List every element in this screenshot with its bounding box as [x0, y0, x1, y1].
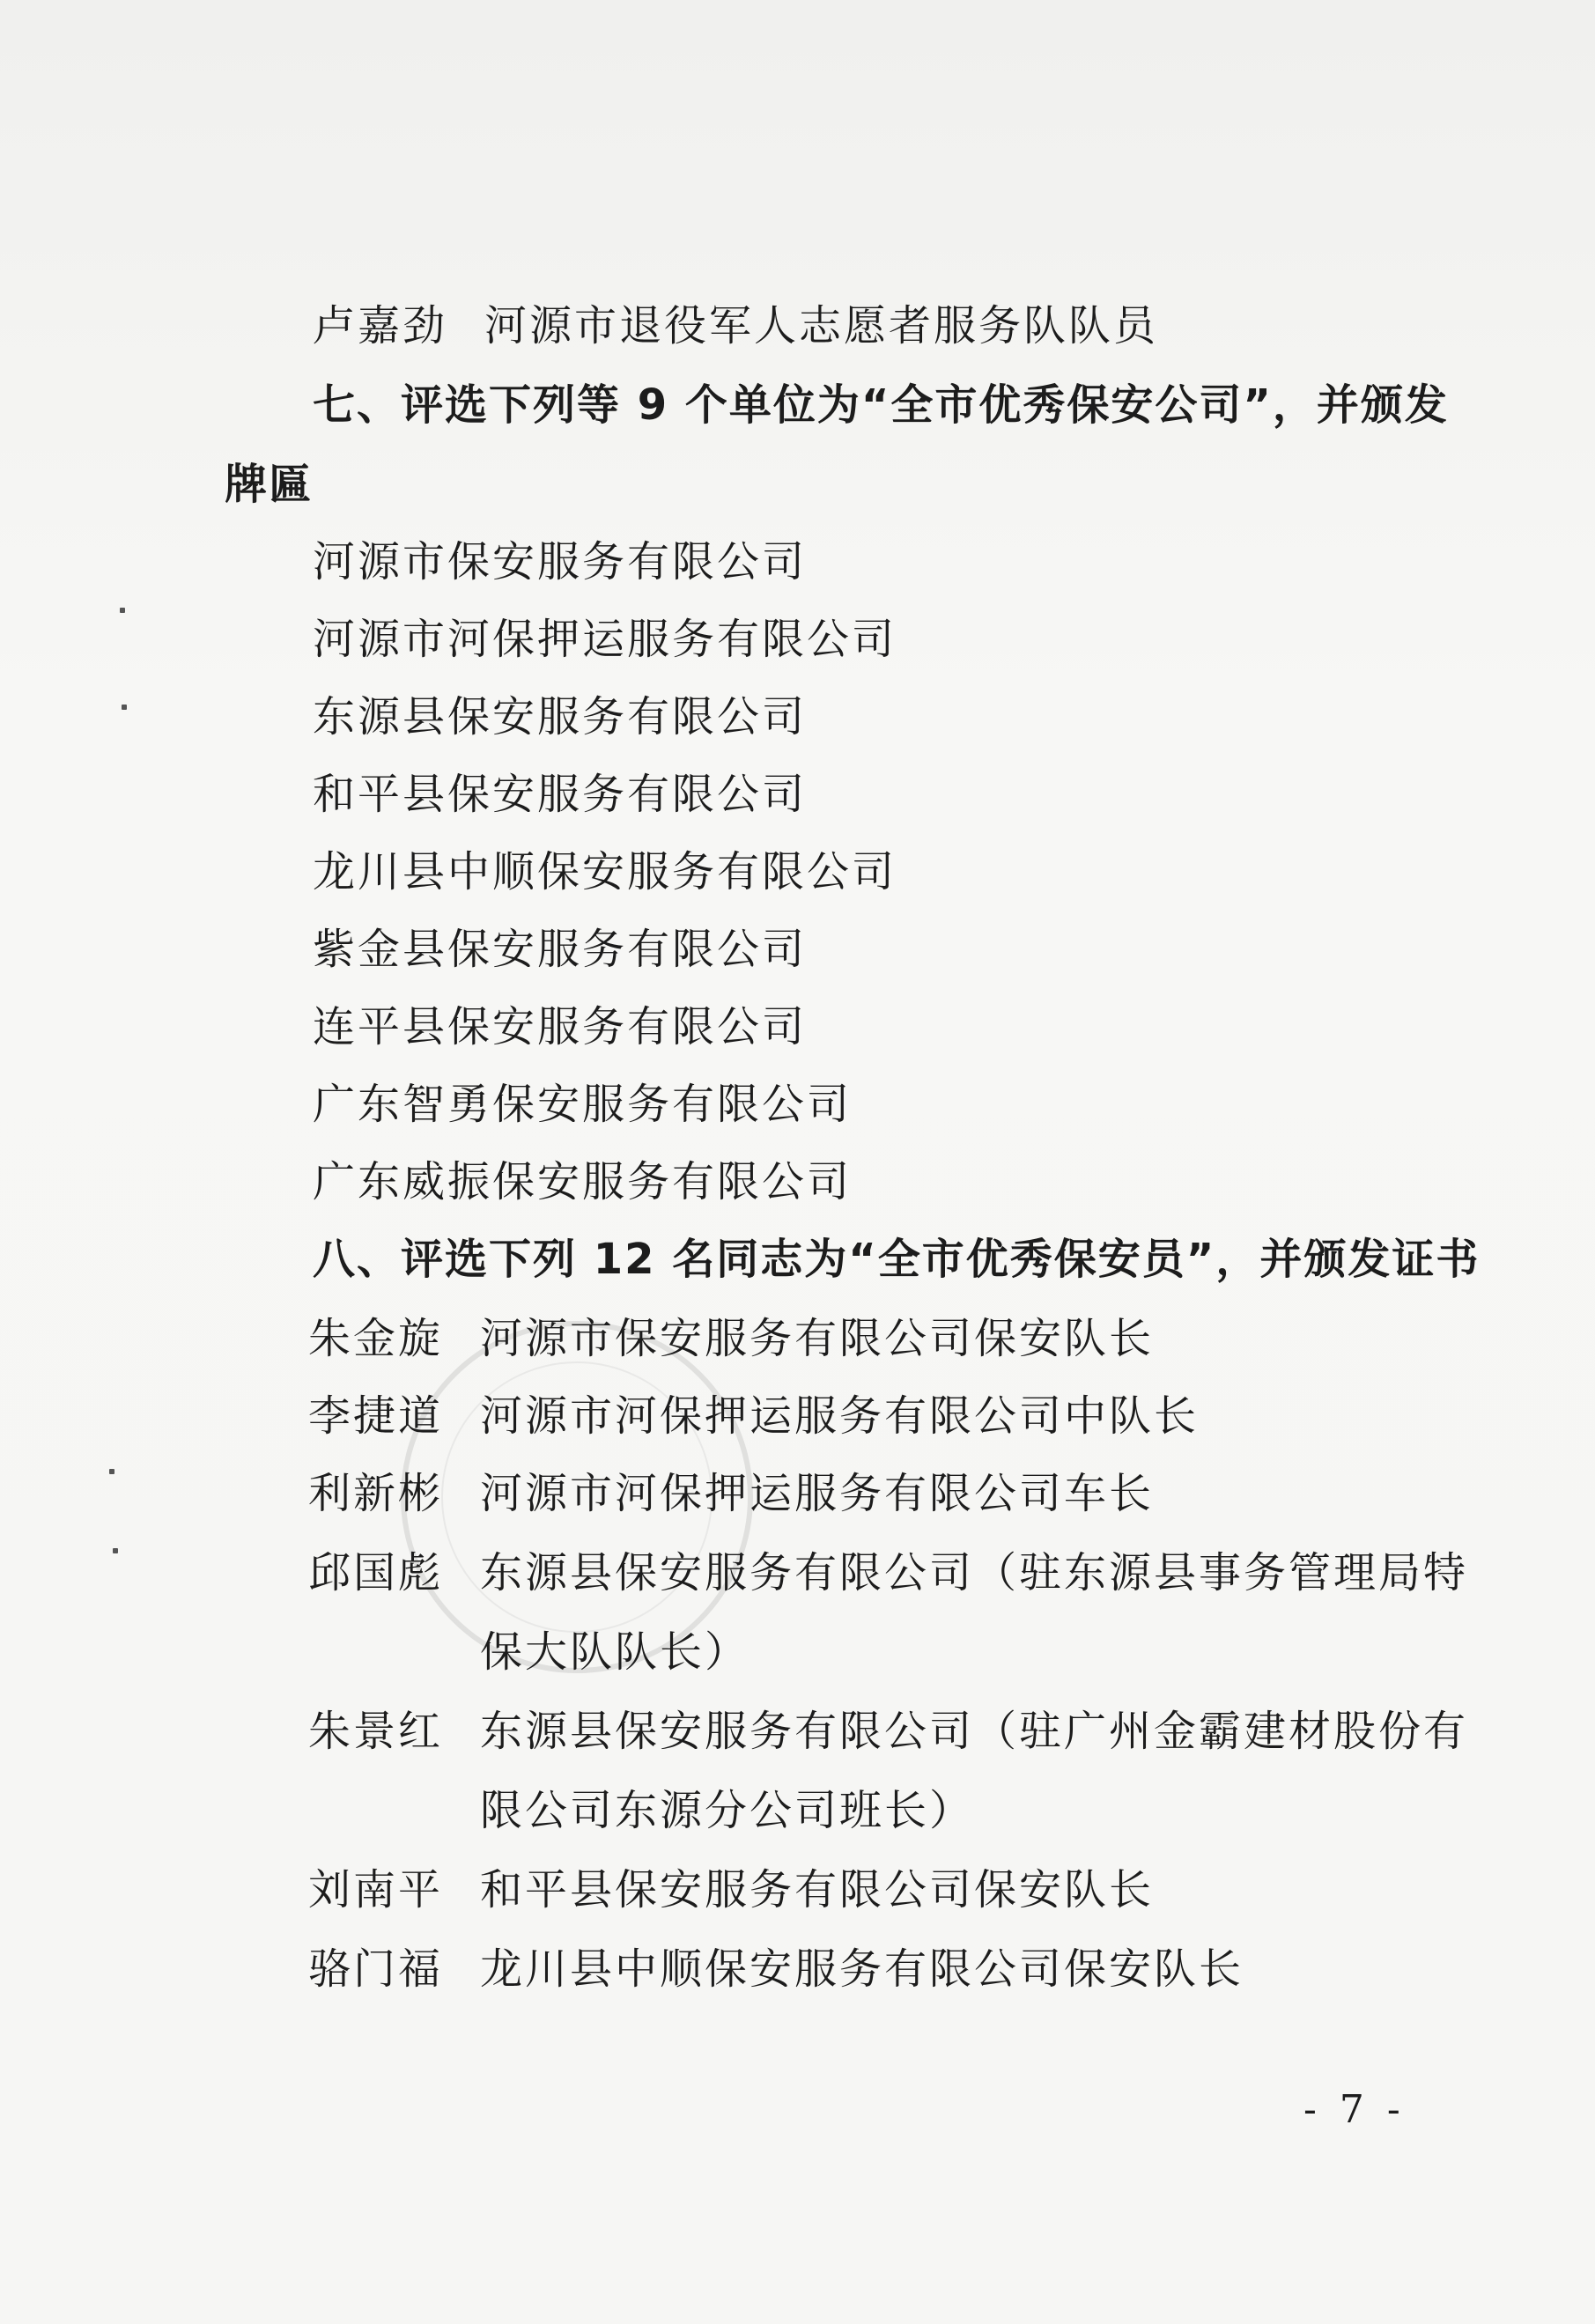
scan-speck	[120, 608, 125, 613]
honoree-entry	[308, 1546, 1468, 1599]
honoree-entry	[308, 1863, 1154, 1916]
honoree-name: 邱国彪	[308, 1548, 444, 1597]
company-item: 东源县保安服务有限公司	[313, 692, 808, 741]
scan-speck	[109, 1469, 114, 1474]
company-item: 龙川县中顺保安服务有限公司	[313, 847, 897, 896]
honoree-name: 利新彬	[308, 1469, 444, 1518]
company-item: 河源市保安服务有限公司	[313, 537, 808, 587]
section-7-heading-continued: 牌匾	[225, 460, 314, 509]
honoree-entry	[313, 299, 1158, 352]
honoree-title: 河源市河保押运服务有限公司车长	[480, 1469, 1155, 1518]
honoree-name: 骆门福	[308, 1944, 444, 1994]
honoree-title: 东源县保安服务有限公司（驻东源县事务管理局特	[480, 1548, 1469, 1597]
honoree-title: 东源县保安服务有限公司（驻广州金霸建材股份有	[480, 1707, 1469, 1756]
honoree-entry	[308, 1390, 1199, 1442]
honoree-title: 和平县保安服务有限公司保安队长	[480, 1865, 1155, 1915]
honoree-title-continued: 限公司东源分公司班长）	[480, 1786, 975, 1835]
section-8-heading: 八、评选下列 12 名同志为“全市优秀保安员”，并颁发证书	[313, 1235, 1481, 1284]
honoree-entry	[308, 1705, 1468, 1758]
section-7-heading: 七、评选下列等 9 个单位为“全市优秀保安公司”，并颁发	[313, 380, 1449, 430]
honoree-name: 卢嘉劲	[313, 301, 448, 350]
honoree-entry	[308, 1312, 1154, 1365]
honoree-entry	[308, 1467, 1154, 1520]
honoree-title: 龙川县中顺保安服务有限公司保安队长	[480, 1944, 1244, 1994]
scan-speck	[113, 1548, 118, 1553]
honoree-name: 朱景红	[308, 1707, 444, 1756]
honoree-title: 河源市保安服务有限公司保安队长	[480, 1314, 1155, 1363]
company-item: 连平县保安服务有限公司	[313, 1002, 808, 1051]
honoree-title-continued: 保大队队长）	[480, 1627, 750, 1677]
company-item: 广东智勇保安服务有限公司	[313, 1080, 853, 1129]
company-item: 河源市河保押运服务有限公司	[313, 615, 897, 664]
honoree-name: 李捷道	[308, 1391, 444, 1441]
company-item: 和平县保安服务有限公司	[313, 770, 808, 819]
company-item: 广东威振保安服务有限公司	[313, 1157, 853, 1206]
honoree-name: 刘南平	[308, 1865, 444, 1915]
honoree-entry	[308, 1943, 1244, 1996]
page-number: - 7 -	[1303, 2087, 1406, 2132]
honoree-name: 朱金旋	[308, 1314, 444, 1363]
honoree-title: 河源市退役军人志愿者服务队队员	[484, 301, 1159, 350]
honoree-title: 河源市河保押运服务有限公司中队长	[480, 1391, 1200, 1441]
company-item: 紫金县保安服务有限公司	[313, 925, 808, 974]
scan-speck	[122, 705, 127, 710]
